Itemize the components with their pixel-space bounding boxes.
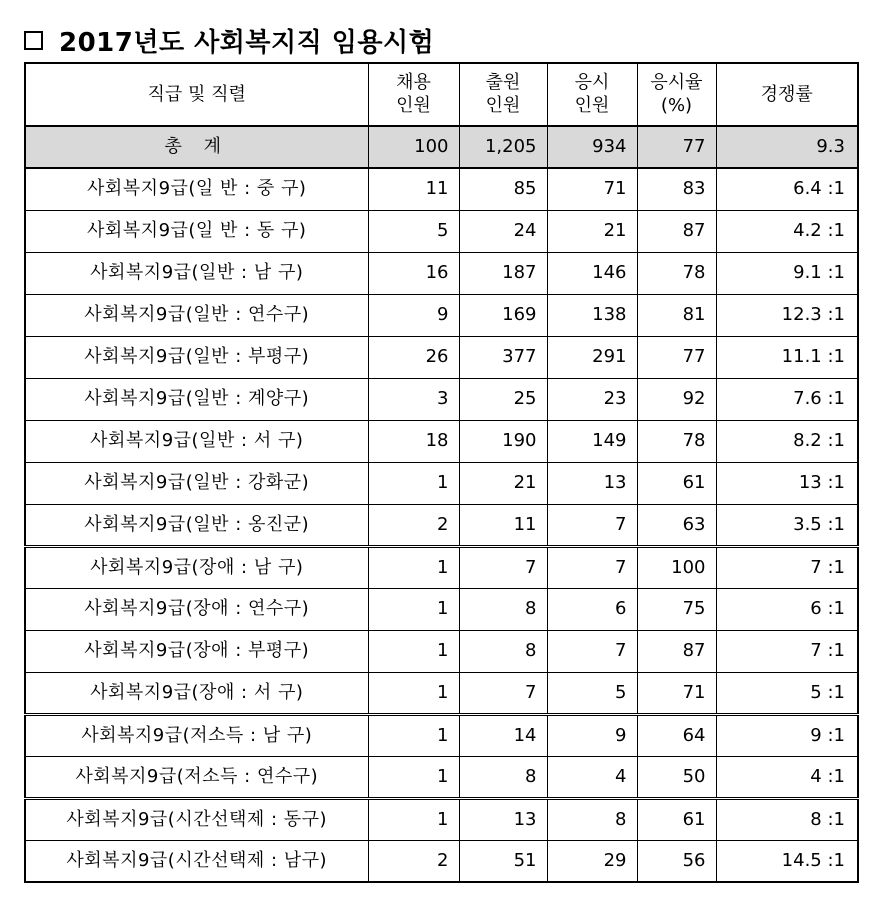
row-applicants: 13 xyxy=(459,798,547,840)
row-competition: 4 :1 xyxy=(716,756,858,798)
row-name: 사회복지9급(일반 : 옹진군) xyxy=(25,504,368,546)
row-competition: 8 :1 xyxy=(716,798,858,840)
row-name: 사회복지9급(일 반 : 동 구) xyxy=(25,210,368,252)
table-row xyxy=(25,504,858,546)
total-competition: 9.3 xyxy=(716,126,858,168)
row-rate: 87 xyxy=(637,630,716,672)
row-examinees: 6 xyxy=(547,588,637,630)
table-row xyxy=(25,546,858,588)
row-name: 사회복지9급(일반 : 계양구) xyxy=(25,378,368,420)
table-row xyxy=(25,420,858,462)
total-examinees: 934 xyxy=(547,126,637,168)
title-text: 2017년도 사회복지직 임용시험 xyxy=(59,27,435,58)
row-examinees: 291 xyxy=(547,336,637,378)
table-row xyxy=(25,378,858,420)
table-row xyxy=(25,252,858,294)
row-name: 사회복지9급(일반 : 연수구) xyxy=(25,294,368,336)
row-examinees: 23 xyxy=(547,378,637,420)
row-rate: 78 xyxy=(637,252,716,294)
row-rate: 61 xyxy=(637,798,716,840)
row-hires: 1 xyxy=(368,756,459,798)
row-rate: 50 xyxy=(637,756,716,798)
row-rate: 75 xyxy=(637,588,716,630)
total-row xyxy=(25,126,858,168)
row-rate: 77 xyxy=(637,336,716,378)
row-rate: 63 xyxy=(637,504,716,546)
row-name: 사회복지9급(일반 : 남 구) xyxy=(25,252,368,294)
row-name: 사회복지9급(시간선택제 : 남구) xyxy=(25,840,368,882)
row-examinees: 21 xyxy=(547,210,637,252)
row-competition: 3.5 :1 xyxy=(716,504,858,546)
row-name: 사회복지9급(일반 : 부평구) xyxy=(25,336,368,378)
row-rate: 100 xyxy=(637,546,716,588)
row-hires: 1 xyxy=(368,462,459,504)
row-applicants: 11 xyxy=(459,504,547,546)
row-examinees: 7 xyxy=(547,630,637,672)
row-examinees: 7 xyxy=(547,546,637,588)
row-examinees: 138 xyxy=(547,294,637,336)
document-title xyxy=(24,20,434,60)
row-examinees: 5 xyxy=(547,672,637,714)
row-hires: 16 xyxy=(368,252,459,294)
row-competition: 4.2 :1 xyxy=(716,210,858,252)
row-examinees: 146 xyxy=(547,252,637,294)
row-examinees: 9 xyxy=(547,714,637,756)
results-table xyxy=(24,62,859,883)
row-name: 사회복지9급(장애 : 연수구) xyxy=(25,588,368,630)
row-name: 사회복지9급(장애 : 서 구) xyxy=(25,672,368,714)
row-hires: 1 xyxy=(368,546,459,588)
row-applicants: 8 xyxy=(459,588,547,630)
row-competition: 14.5 :1 xyxy=(716,840,858,882)
row-rate: 81 xyxy=(637,294,716,336)
row-hires: 9 xyxy=(368,294,459,336)
total-hires: 100 xyxy=(368,126,459,168)
row-competition: 5 :1 xyxy=(716,672,858,714)
table-row xyxy=(25,210,858,252)
header-competition: 경쟁률 xyxy=(716,63,858,126)
table-row xyxy=(25,714,858,756)
row-competition: 9.1 :1 xyxy=(716,252,858,294)
table-row xyxy=(25,168,858,210)
checkbox-square-icon xyxy=(24,31,43,50)
row-examinees: 29 xyxy=(547,840,637,882)
row-hires: 1 xyxy=(368,588,459,630)
total-label: 총 계 xyxy=(25,126,368,168)
row-rate: 92 xyxy=(637,378,716,420)
row-hires: 5 xyxy=(368,210,459,252)
table-row xyxy=(25,294,858,336)
header-row xyxy=(25,63,858,126)
row-rate: 87 xyxy=(637,210,716,252)
total-rate: 77 xyxy=(637,126,716,168)
row-hires: 18 xyxy=(368,420,459,462)
table-row xyxy=(25,798,858,840)
row-competition: 7.6 :1 xyxy=(716,378,858,420)
row-applicants: 51 xyxy=(459,840,547,882)
header-category: 직급 및 직렬 xyxy=(25,63,368,126)
row-name: 사회복지9급(장애 : 남 구) xyxy=(25,546,368,588)
row-rate: 61 xyxy=(637,462,716,504)
row-name: 사회복지9급(일반 : 강화군) xyxy=(25,462,368,504)
row-rate: 83 xyxy=(637,168,716,210)
table-row xyxy=(25,840,858,882)
row-applicants: 21 xyxy=(459,462,547,504)
row-rate: 56 xyxy=(637,840,716,882)
row-applicants: 377 xyxy=(459,336,547,378)
row-applicants: 8 xyxy=(459,756,547,798)
row-competition: 13 :1 xyxy=(716,462,858,504)
row-hires: 26 xyxy=(368,336,459,378)
row-name: 사회복지9급(장애 : 부평구) xyxy=(25,630,368,672)
header-rate: 응시율 (%) xyxy=(637,63,716,126)
row-hires: 1 xyxy=(368,630,459,672)
row-applicants: 25 xyxy=(459,378,547,420)
header-applicants: 출원 인원 xyxy=(459,63,547,126)
row-competition: 8.2 :1 xyxy=(716,420,858,462)
row-rate: 78 xyxy=(637,420,716,462)
row-examinees: 7 xyxy=(547,504,637,546)
row-examinees: 13 xyxy=(547,462,637,504)
row-applicants: 7 xyxy=(459,672,547,714)
row-examinees: 4 xyxy=(547,756,637,798)
row-name: 사회복지9급(일 반 : 중 구) xyxy=(25,168,368,210)
row-competition: 11.1 :1 xyxy=(716,336,858,378)
row-applicants: 85 xyxy=(459,168,547,210)
row-rate: 64 xyxy=(637,714,716,756)
row-name: 사회복지9급(일반 : 서 구) xyxy=(25,420,368,462)
table-row xyxy=(25,672,858,714)
row-competition: 7 :1 xyxy=(716,630,858,672)
row-hires: 11 xyxy=(368,168,459,210)
row-hires: 1 xyxy=(368,714,459,756)
row-hires: 2 xyxy=(368,840,459,882)
row-competition: 12.3 :1 xyxy=(716,294,858,336)
row-examinees: 8 xyxy=(547,798,637,840)
row-competition: 7 :1 xyxy=(716,546,858,588)
row-applicants: 24 xyxy=(459,210,547,252)
row-applicants: 190 xyxy=(459,420,547,462)
row-rate: 71 xyxy=(637,672,716,714)
total-applicants: 1,205 xyxy=(459,126,547,168)
row-competition: 6 :1 xyxy=(716,588,858,630)
header-hires: 채용 인원 xyxy=(368,63,459,126)
row-name: 사회복지9급(저소득 : 남 구) xyxy=(25,714,368,756)
row-applicants: 7 xyxy=(459,546,547,588)
row-competition: 9 :1 xyxy=(716,714,858,756)
row-competition: 6.4 :1 xyxy=(716,168,858,210)
row-examinees: 149 xyxy=(547,420,637,462)
row-hires: 1 xyxy=(368,798,459,840)
table-row xyxy=(25,756,858,798)
row-name: 사회복지9급(저소득 : 연수구) xyxy=(25,756,368,798)
header-examinees: 응시 인원 xyxy=(547,63,637,126)
table-row xyxy=(25,588,858,630)
table-row xyxy=(25,336,858,378)
row-hires: 2 xyxy=(368,504,459,546)
row-examinees: 71 xyxy=(547,168,637,210)
row-applicants: 8 xyxy=(459,630,547,672)
row-applicants: 187 xyxy=(459,252,547,294)
row-applicants: 169 xyxy=(459,294,547,336)
table-row xyxy=(25,462,858,504)
row-applicants: 14 xyxy=(459,714,547,756)
row-hires: 1 xyxy=(368,672,459,714)
table-row xyxy=(25,630,858,672)
row-hires: 3 xyxy=(368,378,459,420)
row-name: 사회복지9급(시간선택제 : 동구) xyxy=(25,798,368,840)
